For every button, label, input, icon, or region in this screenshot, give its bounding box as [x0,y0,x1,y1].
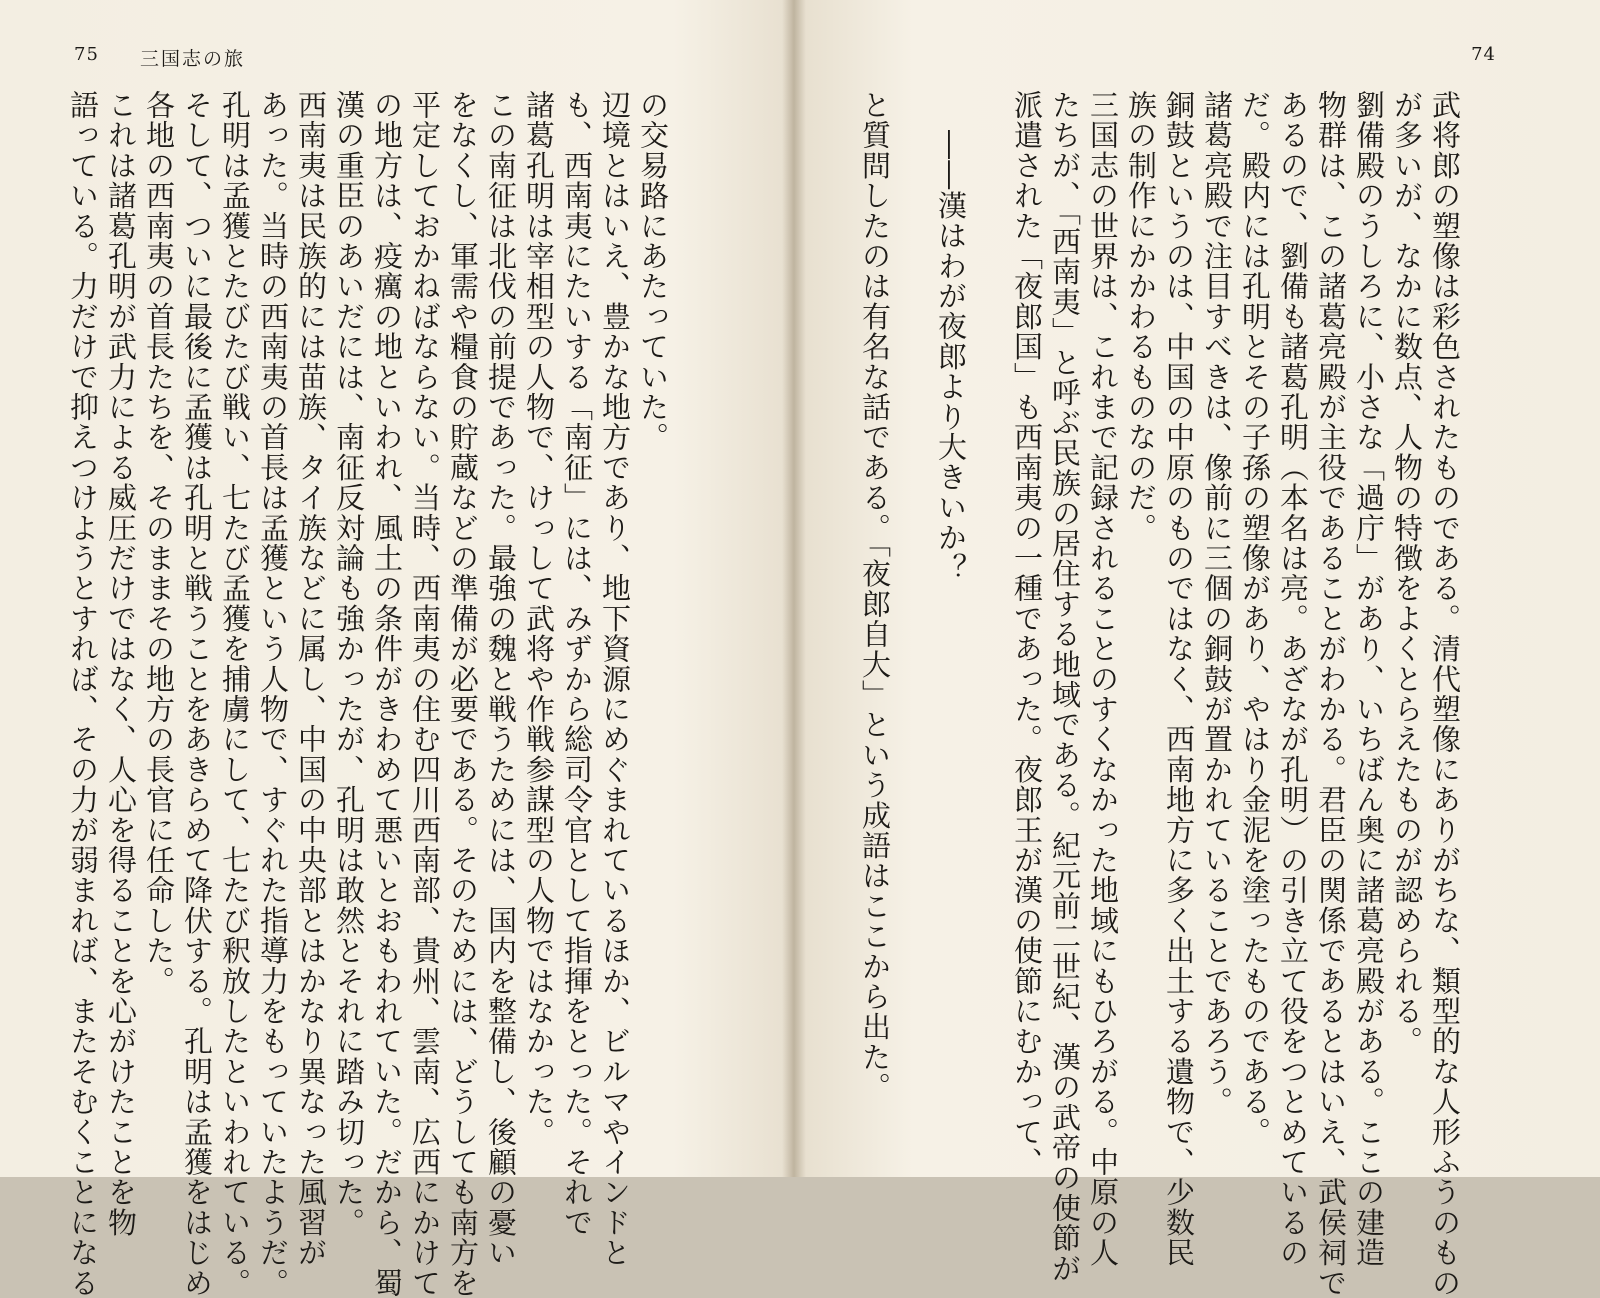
right-text-column-9: 族の制作にかかわるものなのだ。 [1124,90,1158,543]
left-text-column-15: これは諸葛孔明が武力による威圧だけではなく、人心を得ることを心がけたことを物 [104,90,138,1238]
right-text-column-10: 三国志の世界は、これまで記録されることのすくなかった地域にもひろがる。中原の人 [1086,90,1120,1268]
right-text-column-7: 諸葛亮殿で注目すべきは、像前に三個の銅鼓が置かれていることであろう。 [1200,90,1234,1117]
left-text-column-11: あった。当時の西南夷の首長は孟獲という人物で、すぐれた指導力をもっていたようだ。 [256,90,290,1298]
left-text-column-16: 語っている。力だけで抑えつけようとすれば、その力が弱まれば、またそむくことになる [66,90,100,1298]
left-text-column-6: をなくし、軍需や糧食の貯蔵などの準備が必要である。そのためには、どうしても南方を [446,90,480,1298]
left-text-column-2: 辺境とはいえ、豊かな地方であり、地下資源にめぐまれているほか、ビルマやインドと [598,90,632,1268]
right-text-column-14-quote: ――漢はわが夜郎より大きいか？ [934,130,968,583]
right-text-column-4: 物群は、この諸葛亮殿が主役であることがわかる。君臣の関係であるとはいえ、武侯祠で [1314,90,1348,1298]
right-text-column-11: たちが、「西南夷」と呼ぶ民族の居住する地域である。紀元前二世紀、漢の武帝の使節が [1048,90,1082,1284]
left-text-column-8: の地方は、疫癘の地といわれ、風土の条件がきわめて悪いとおもわれていた。だから、蜀 [370,90,404,1298]
left-text-column-3: も、西南夷にたいする「南征」には、みずから総司令官として指揮をとった。それで [560,90,594,1238]
left-text-column-4: 諸葛孔明は宰相型の人物で、けっして武将や作戦参謀型の人物ではなかった。 [522,90,556,1147]
left-text-column-12: 孔明は孟獲とたびたび戦い、七たび孟獲を捕虜にして、七たび釈放したといわれている。 [218,90,252,1298]
left-text-column-5: この南征は北伐の前提であった。最強の魏と戦うためには、国内を整備し、後顧の憂い [484,90,518,1268]
right-text-column-1: 武将郎の塑像は彩色されたものである。清代塑像にありがちな、類型的な人形ふうのもの [1428,90,1462,1298]
right-text-column-12: 派遣された「夜郎国」も西南夷の一種であった。夜郎王が漢の使節にむかって、 [1010,90,1044,1178]
right-text-column-2: が多いが、なかに数点、人物の特徴をよくとらえたものが認められる。 [1390,90,1424,1057]
right-text-column-8: 銅鼓というのは、中国の中原のものではなく、西南地方に多く出土する遺物で、少数民 [1162,90,1196,1268]
left-text-column-14: 各地の西南夷の首長たちを、そのままその地方の長官に任命した。 [142,90,176,996]
right-page [792,0,1600,1298]
right-text-column-3: 劉備殿のうしろに、小さな「過庁」があり、いちばん奥に諸葛亮殿がある。ここの建造 [1352,90,1386,1268]
left-text-column-13: そして、ついに最後に孟獲は孔明と戦うことをあきらめて降伏する。孔明は孟獲をはじめ [180,90,214,1298]
right-text-column-6: だ。殿内には孔明とその子孫の塑像があり、やはり金泥を塗ったものである。 [1238,90,1272,1147]
book-gutter [782,0,806,1177]
left-text-column-1: の交易路にあたっていた。 [636,90,670,453]
right-text-column-5: あるので、劉備も諸葛孔明（本名は亮。あざなが孔明）の引き立て役をつとめているの [1276,90,1310,1268]
running-head: 三国志の旅 [140,48,246,70]
page-number-right: 74 [1471,44,1496,65]
left-page [0,0,792,1298]
page-number-left: 75 [74,44,99,65]
left-text-column-9: 漢の重臣のあいだには、南征反対論も強かったが、孔明は敢然とそれに踏み切った。 [332,90,366,1238]
left-text-column-7: 平定しておかねばならない。当時、西南夷の住む四川西南部、貴州、雲南、広西にかけて [408,90,442,1298]
left-text-column-10: 西南夷は民族的には苗族、タイ族などに属し、中国の中央部とはかなり異なった風習が [294,90,328,1268]
right-text-column-16: と質問したのは有名な話である。「夜郎自大」という成語はここから出た。 [858,90,892,1103]
